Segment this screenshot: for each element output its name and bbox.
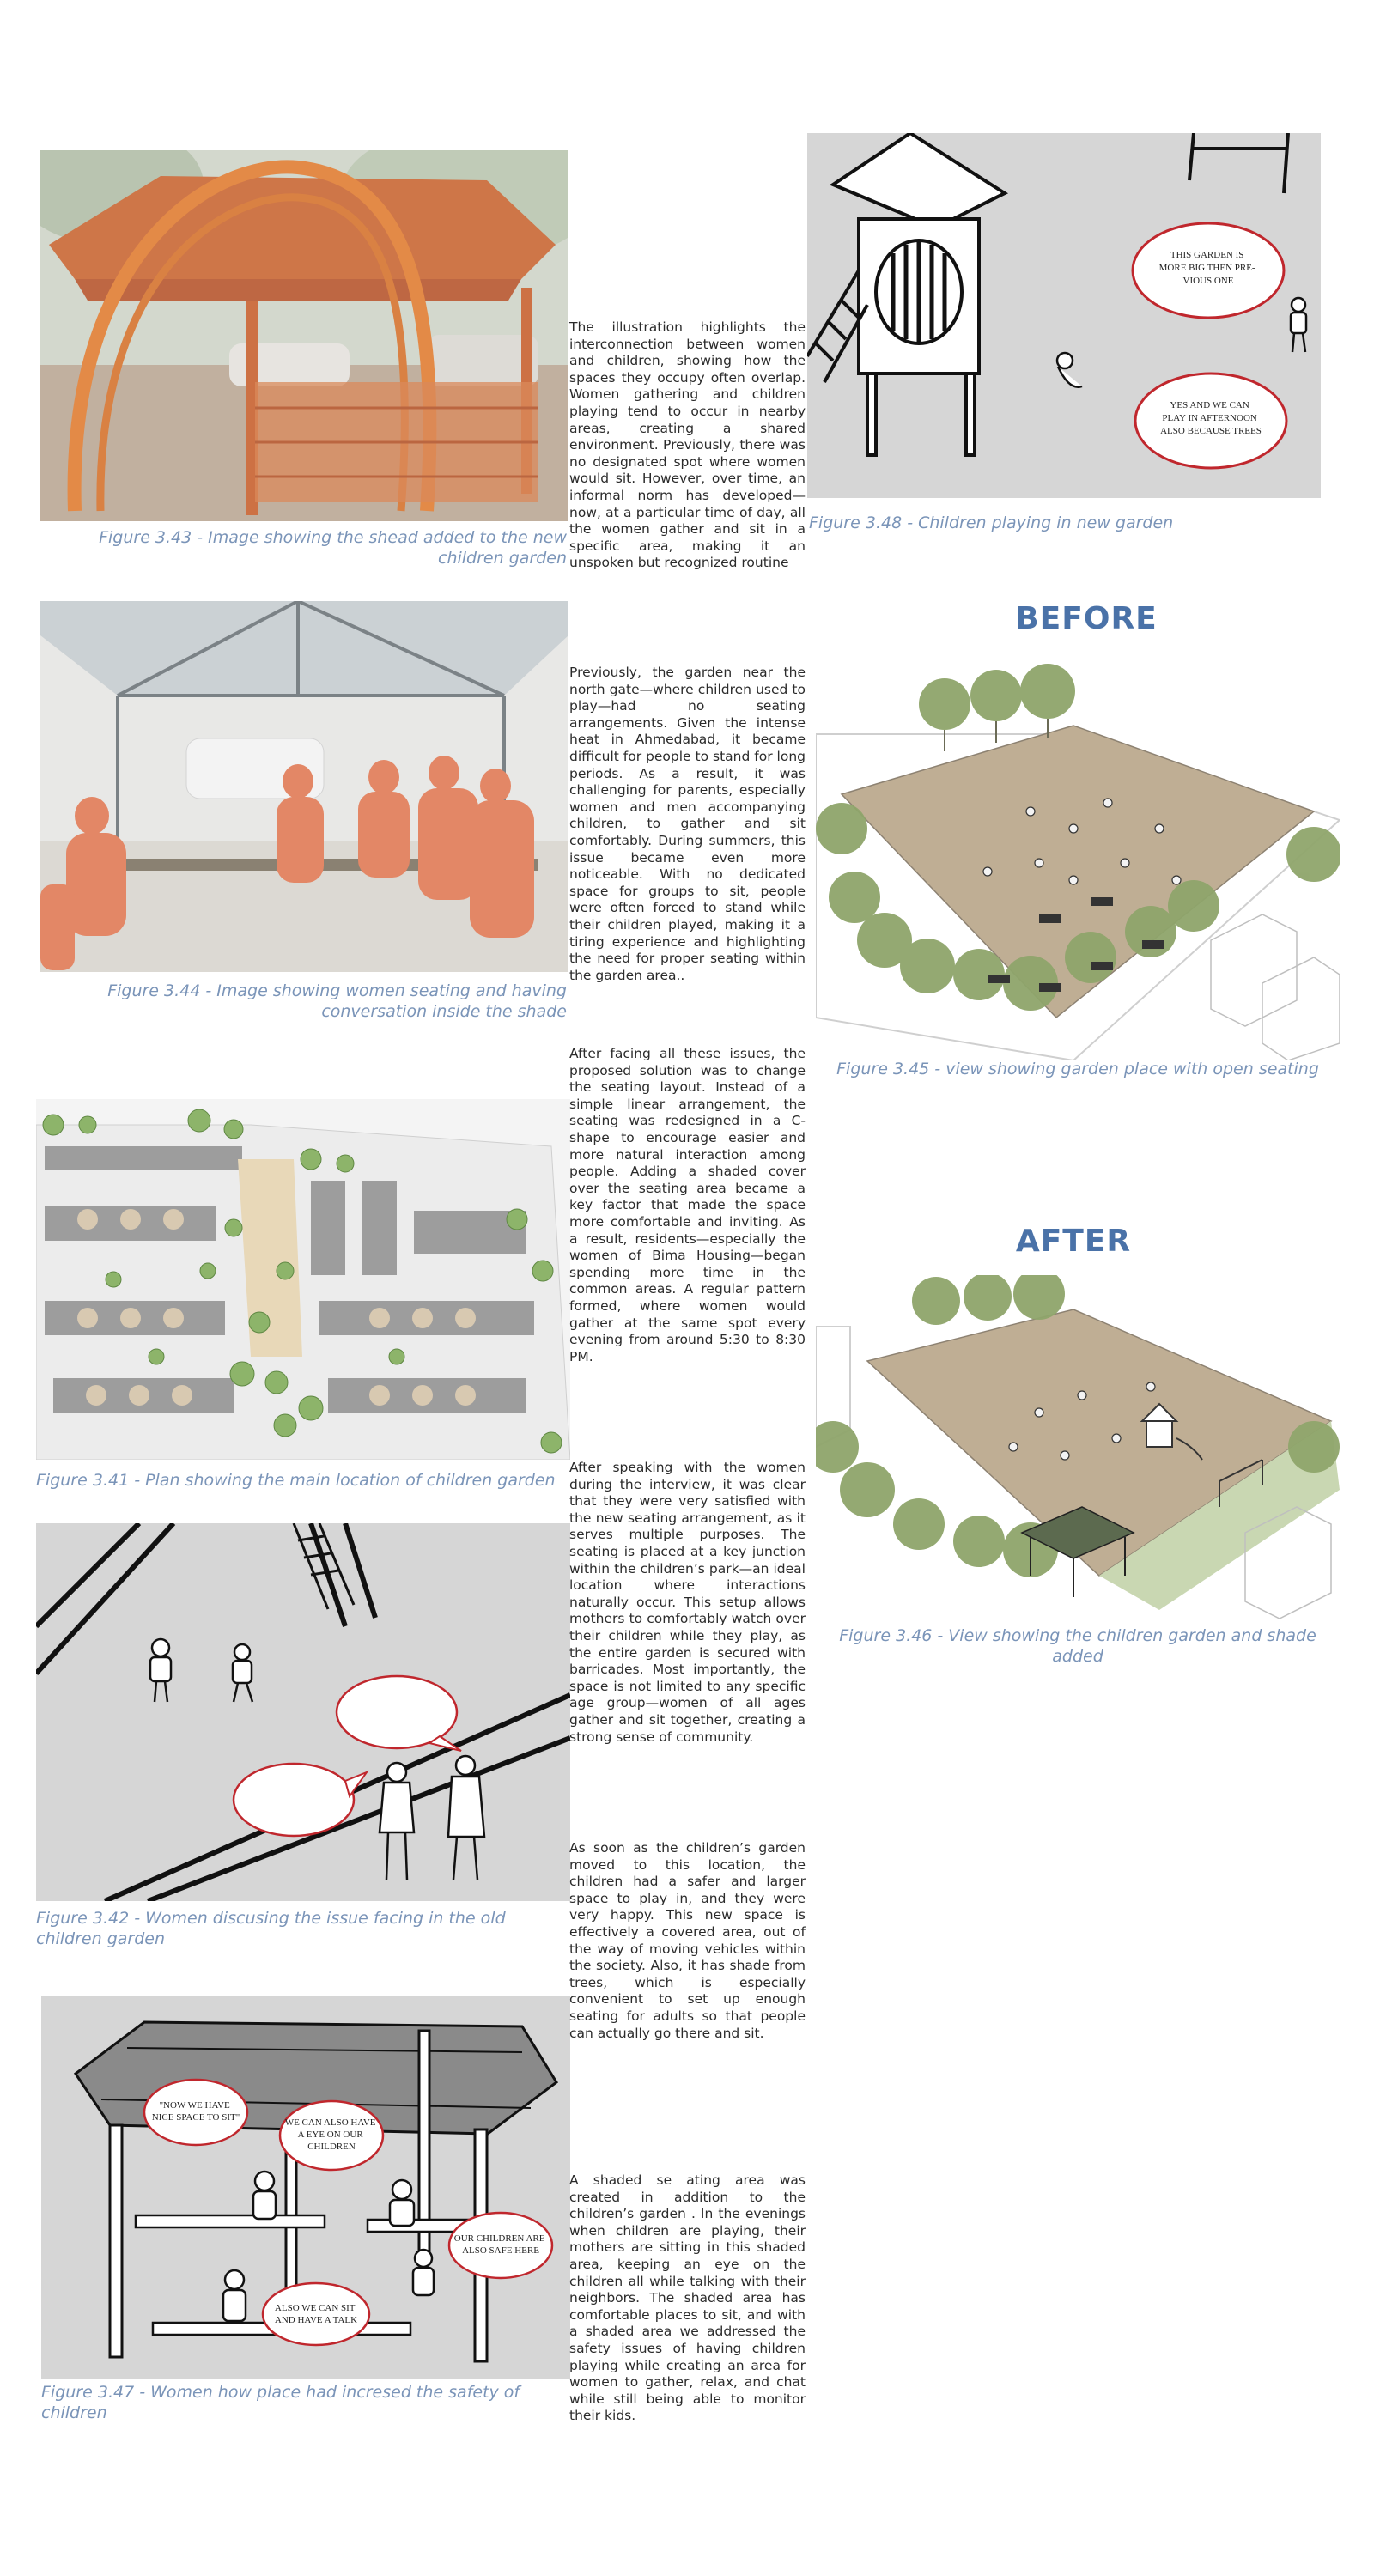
- heading-before: BEFORE: [1015, 601, 1158, 636]
- caption-fig-3-46: Figure 3.46 - View showing the children garden and shade added: [839, 1626, 1316, 1666]
- illustration-garden-before: [816, 657, 1340, 1060]
- heading-after: AFTER: [1015, 1224, 1132, 1259]
- caption-fig-3-43: Figure 3.43 - Image showing the shead added to the new children garden: [99, 528, 567, 568]
- bubble-3-47-b: WE CAN ALSO HAVE A EYE ON OUR CHILDREN: [284, 2117, 376, 2152]
- photo-women-seating-shade: [40, 601, 568, 972]
- illustration-garden-after: [816, 1275, 1340, 1627]
- caption-fig-3-42: Figure 3.42 - Women discusing the issue facing in the old children garden: [36, 1909, 506, 1948]
- bubble-3-47-d: ALSO WE CAN SIT AND HAVE A TALK: [274, 2303, 358, 2325]
- bubble-3-47-a: "NOW WE HAVE NICE SPACE TO SIT": [151, 2100, 240, 2123]
- photo-shade-children-garden: [40, 150, 568, 521]
- caption-fig-3-41: Figure 3.41 - Plan showing the main location of children garden: [36, 1471, 556, 1490]
- caption-fig-3-45: Figure 3.45 - view showing garden place with open seating: [836, 1060, 1319, 1078]
- paragraph-interview: After speaking with the women during the interview, it was clear that they were very satisfied with the new seating arrangement, as it serves multiple purposes. The seating is placed at a key junction within the children’s park—an ideal location where interactions naturally occur. This setup allows mothers to comfortably watch over their children while they play, as the entire garden is secured with barricades. Most importantly, the space is not limited to any specific age group—women of all ages gather and sit together, creating a strong sense of community.: [569, 1460, 806, 1745]
- caption-fig-3-48: Figure 3.48 - Children playing in new garden: [809, 513, 1174, 532]
- paragraph-proposed-solution: After facing all these issues, the proposed solution was to change the seating layout. Instead of a simple linear arrangement, the seating was redesigned in a C-shape to encourage easier and more natural interaction among people. Adding a shaded cover over the seating area became a key factor that made the space more comfortable and inviting. As a result, residents—especially the women of Bima Housing—began spending more time in the common areas. A regular pattern formed, where women would gather at the same spot every evening from around 5:30 to 8:30 PM.: [569, 1046, 806, 1364]
- illustration-women-shade-safety: [41, 1996, 570, 2379]
- bubble-3-48-b: YES AND WE CAN PLAY IN AFTERNOON ALSO BECAUSE TREES: [1160, 400, 1262, 436]
- illustration-women-discussing: [36, 1523, 570, 1901]
- illustration-children-new-garden: [807, 133, 1321, 498]
- paragraph-interconnection: The illustration highlights the interconnection between women and children, showing how the spaces they occupy often overlap. Women gathering and children playing tend to occur in nearby areas, creating a shared environment. Previously, there was no designated spot where women would sit. However, over time, an informal norm has developed—now, at a particular time of day, all the women gather and sit in a specific area, making it an unspoken but recognized routine: [569, 319, 806, 571]
- paragraph-previous-garden: Previously, the garden near the north gate—where children used to play—had no seating arrangements. Given the intense heat in Ahmedabad, it became difficult for people to stand for long periods. As a result, it was challenging for parents, especially women and men accompanying children, to gather and sit comfortably. During summers, this issue became even more noticeable. With no dedicated space for groups to sit, people were often forced to stand while their children played, making it a tiring experience and highlighting the need for proper seating within the garden area..: [569, 665, 806, 983]
- paragraph-new-location: As soon as the children’s garden moved to this location, the children had a safer and larger space to play in, and they were very happy. This new space is effectively a covered area, out of the way of moving vehicles within the society. Also, it has shade from trees, which is especially convenient to set up enough seating for adults so that people can actually go there and sit.: [569, 1840, 806, 2041]
- caption-fig-3-44: Figure 3.44 - Image showing women seating and having conversation inside the shade: [107, 981, 567, 1021]
- bubble-3-48-a: THIS GARDEN IS MORE BIG THEN PRE- VIOUS ONE: [1158, 250, 1255, 286]
- caption-fig-3-47: Figure 3.47 - Women how place had incresed the safety of children: [41, 2383, 520, 2422]
- bubble-3-47-c: OUR CHILDREN ARE ALSO SAFE HERE: [453, 2233, 545, 2256]
- paragraph-shaded-area: A shaded se ating area was created in addition to the children’s garden . In the evenings when children are playing, their mothers are sitting in this shaded area, keeping an eye on the children all while talking with their neighbors. The shaded area has comfortable places to sit, and with a shaded area we addressed the safety issues of having children playing while creating an area for women to gather, relax, and chat while still being able to monitor their kids.: [569, 2172, 806, 2424]
- site-plan-drawing: [36, 1099, 570, 1460]
